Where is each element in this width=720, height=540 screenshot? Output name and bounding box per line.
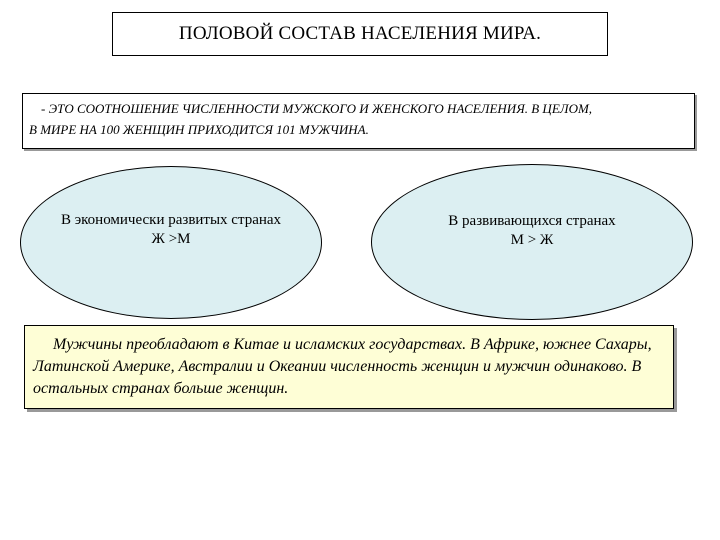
definition-box: [22, 93, 695, 149]
developing-countries-ellipse: [371, 164, 693, 320]
definition-line-2: В МИРЕ НА 100 ЖЕНЩИН ПРИХОДИТСЯ 101 МУЖЧИНА.: [29, 122, 369, 137]
note-box: [24, 325, 674, 409]
note-text: Мужчины преобладают в Китае и исламских государствах. В Африке, южнее Сахары, Латинской Америке, Австралии и Океании численность женщин и мужчин одинаково. В остальных странах больше женщин.: [33, 336, 652, 397]
definition-line-1: - ЭТО СООТНОШЕНИЕ ЧИСЛЕННОСТИ МУЖСКОГО И ЖЕНСКОГО НАСЕЛЕНИЯ. В ЦЕЛОМ,: [41, 101, 593, 116]
developed-ratio: Ж >М: [151, 231, 191, 247]
developed-label: В экономически развитых странах: [60, 212, 282, 228]
title-text: ПОЛОВОЙ СОСТАВ НАСЕЛЕНИЯ МИРА.: [178, 23, 542, 44]
developing-ratio: М > Ж: [510, 232, 554, 248]
developed-countries-ellipse: [20, 166, 322, 319]
developing-label: В развивающихся странах: [448, 213, 616, 229]
page-title: [112, 12, 608, 56]
